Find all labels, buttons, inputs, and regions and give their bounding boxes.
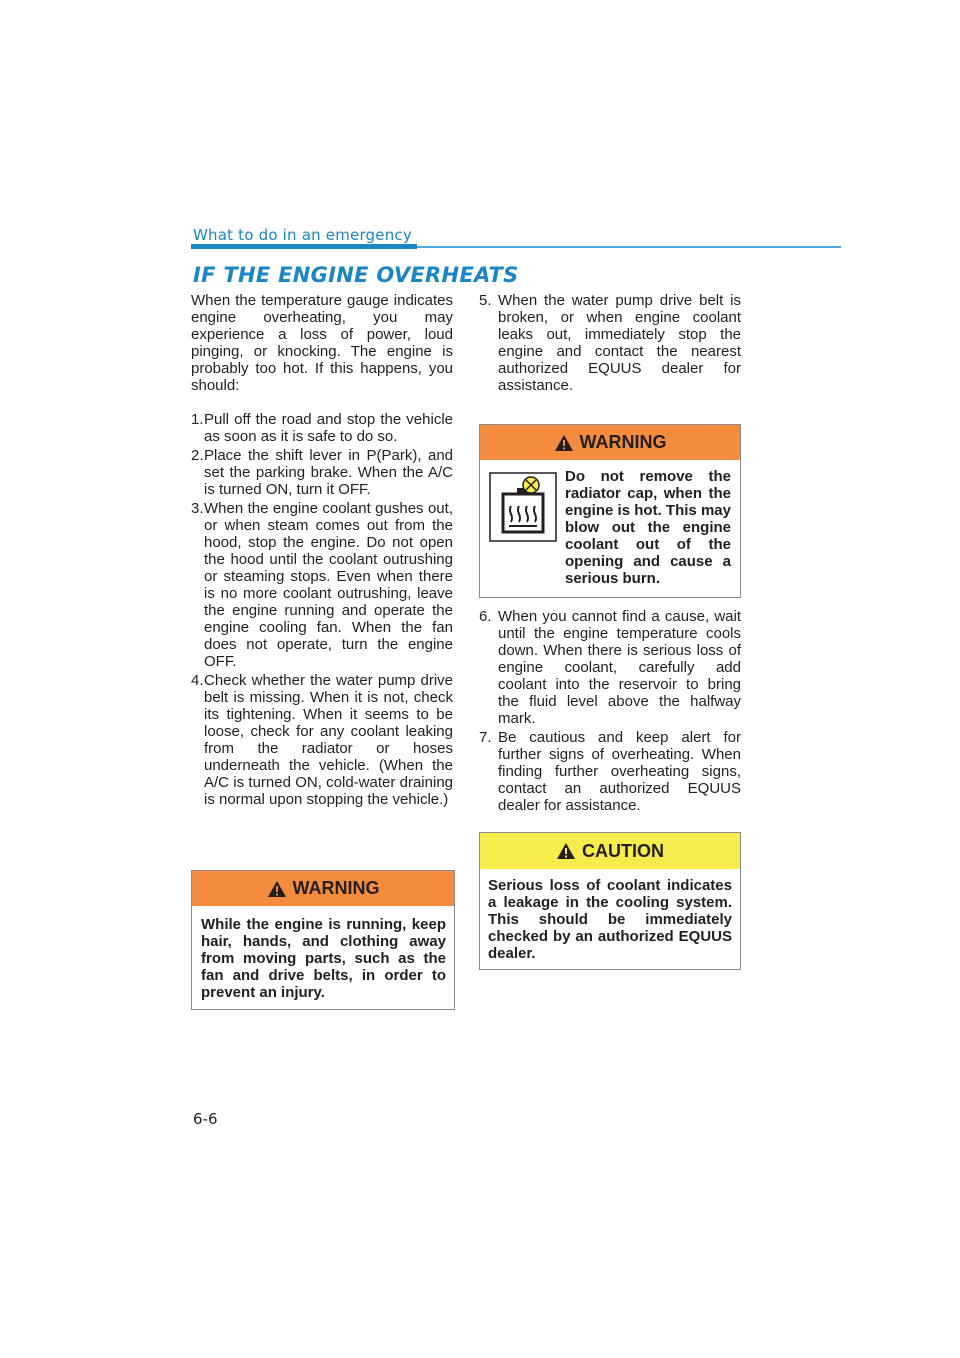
step-text: Be cautious and keep alert for further signs of overheating. When finding further overheating signs, contact an authorized EQUUS dealer for assistance. <box>498 729 741 814</box>
step-item <box>191 411 453 445</box>
header-rule <box>191 244 417 249</box>
step-text: Check whether the water pump drive belt is missing. When it is not, check its tightening. When it seems to be loose, check for any coolant leaking from the radiator or hoses underneath the vehicle. (When the A/C is turned ON, cold-water draining is normal upon stopping the vehicle.) <box>204 672 453 808</box>
step-text: When the engine coolant gushes out, or when steam comes out from the hood, stop the engine. Do not open the hood until the coolant outrushing or steaming stops. Even when there is no more coolant outrushing, leave the engine running and operate the engine cooling fan. When the fan does not operate, turn the engine OFF. <box>204 500 453 670</box>
hot-radiator-icon <box>489 472 557 542</box>
right-column <box>479 292 741 396</box>
header-rule-thin <box>417 246 841 248</box>
warning-header <box>192 871 454 906</box>
warning-box-radiator-cap <box>479 424 741 598</box>
step-item <box>479 608 741 727</box>
step-item <box>479 729 741 814</box>
warning-header <box>480 425 740 460</box>
step-text: When the water pump drive belt is broken, or when engine coolant leaks out, immediately stop the engine and contact the nearest authorized EQUUS dealer for assistance. <box>498 292 741 394</box>
warning-triangle-icon <box>267 880 287 898</box>
step-text: Place the shift lever in P(Park), and set the parking brake. When the A/C is turned ON, turn it OFF. <box>204 447 453 498</box>
step-text: When you cannot find a cause, wait until the engine temperature cools down. When there is serious loss of engine coolant, carefully add coolant into the reservoir to bring the fluid level above the halfway mark. <box>498 608 741 727</box>
step-item <box>191 447 453 498</box>
step-number: 3. <box>191 500 204 517</box>
step-number: 5. <box>479 292 492 309</box>
step-item <box>479 292 741 394</box>
caution-header <box>480 833 740 869</box>
step-number: 2. <box>191 447 204 464</box>
caution-label: CAUTION <box>582 840 664 861</box>
page-number: 6-6 <box>193 1110 218 1128</box>
left-column <box>191 292 453 810</box>
step-number: 7. <box>479 729 492 746</box>
right-column-lower <box>479 608 741 816</box>
warning-text: While the engine is running, keep hair, hands, and clothing away from moving parts, such as the fan and drive belts, in order to prevent an injury. <box>201 916 446 1001</box>
warning-triangle-icon <box>554 434 574 452</box>
warning-label: WARNING <box>579 432 667 452</box>
warning-label: WARNING <box>292 878 380 898</box>
step-item <box>191 500 453 670</box>
intro-paragraph: When the temperature gauge indicates engine overheating, you may experience a loss of power, loud pinging, or knocking. The engine is probably too hot. If this happens, you should: <box>191 292 453 394</box>
caution-box-coolant <box>479 832 741 970</box>
warning-triangle-icon <box>556 842 576 860</box>
step-number: 4. <box>191 672 204 689</box>
step-text: Pull off the road and stop the vehicle as soon as it is safe to do so. <box>204 411 453 445</box>
section-header: What to do in an emergency <box>193 226 412 244</box>
warning-text: Do not remove the radiator cap, when the engine is hot. This may blow out the engine coolant out of the opening and cause a serious burn. <box>565 468 731 587</box>
step-number: 6. <box>479 608 492 625</box>
warning-content <box>480 460 740 587</box>
caution-text: Serious loss of coolant indicates a leakage in the cooling system. This should be immediately checked by an authorized EQUUS dealer. <box>488 877 732 962</box>
warning-box-moving-parts <box>191 870 455 1010</box>
page-title: IF THE ENGINE OVERHEATS <box>193 263 519 287</box>
step-item <box>191 672 453 808</box>
step-number: 1. <box>191 411 204 428</box>
